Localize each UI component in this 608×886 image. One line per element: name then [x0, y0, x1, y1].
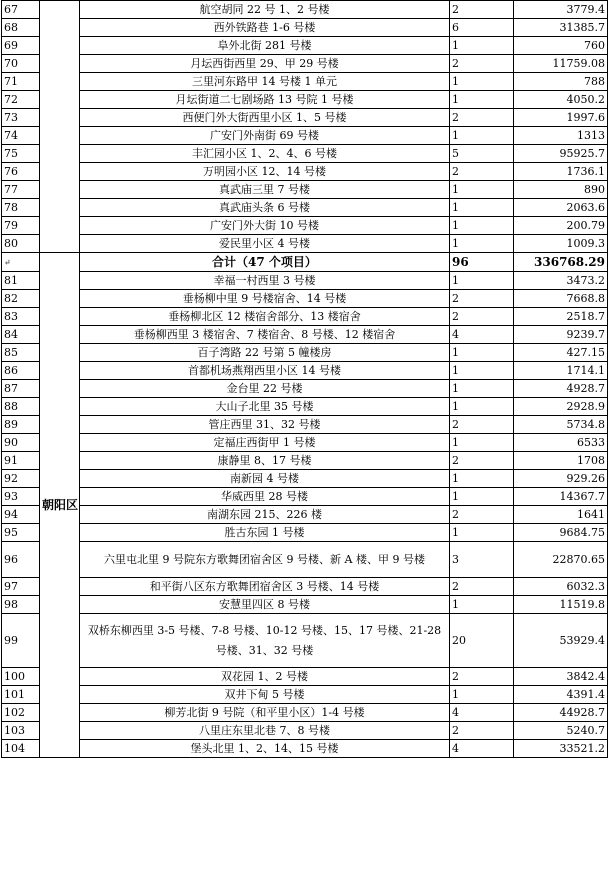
project-name: 堡头北里 1、2、14、15 号楼 [80, 740, 450, 758]
building-count: 6 [450, 19, 514, 37]
total-row [2, 253, 608, 272]
building-count: 1 [450, 524, 514, 542]
table-row [2, 542, 608, 578]
row-number: 74 [2, 127, 40, 145]
project-name: 双花园 1、2 号楼 [80, 668, 450, 686]
building-count: 1 [450, 362, 514, 380]
floor-area: 427.15 [514, 344, 608, 362]
row-number: 98 [2, 596, 40, 614]
building-count: 1 [450, 235, 514, 253]
building-count: 4 [450, 326, 514, 344]
floor-area: 1714.1 [514, 362, 608, 380]
table-row [2, 614, 608, 668]
row-number: 90 [2, 434, 40, 452]
floor-area: 3473.2 [514, 272, 608, 290]
building-count: 2 [450, 308, 514, 326]
building-count: 1 [450, 181, 514, 199]
project-name: 康静里 8、17 号楼 [80, 452, 450, 470]
project-name: 双井下甸 5 号楼 [80, 686, 450, 704]
building-count: 2 [450, 578, 514, 596]
row-number: 86 [2, 362, 40, 380]
building-count: 1 [450, 434, 514, 452]
building-count: 2 [450, 416, 514, 434]
building-count: 2 [450, 1, 514, 19]
project-name: 垂杨柳中里 9 号楼宿舍、14 号楼 [80, 290, 450, 308]
building-count: 3 [450, 542, 514, 578]
floor-area: 200.79 [514, 217, 608, 235]
row-number: 69 [2, 37, 40, 55]
project-name: 六里屯北里 9 号院东方歌舞团宿舍区 9 号楼、新 A 楼、甲 9 号楼 [80, 542, 450, 578]
project-name: 爱民里小区 4 号楼 [80, 235, 450, 253]
building-count: 1 [450, 37, 514, 55]
floor-area: 4391.4 [514, 686, 608, 704]
row-number: 95 [2, 524, 40, 542]
floor-area: 1009.3 [514, 235, 608, 253]
row-number: 102 [2, 704, 40, 722]
table-body [2, 1, 608, 758]
row-number: 73 [2, 109, 40, 127]
building-count: 4 [450, 740, 514, 758]
table-row [2, 109, 608, 127]
table-row [2, 578, 608, 596]
floor-area: 7668.8 [514, 290, 608, 308]
row-number: 87 [2, 380, 40, 398]
row-number: 96 [2, 542, 40, 578]
building-count: 1 [450, 380, 514, 398]
floor-area: 53929.4 [514, 614, 608, 668]
table-row [2, 73, 608, 91]
floor-area: 11759.08 [514, 55, 608, 73]
table-row [2, 704, 608, 722]
project-name: 广安门外南街 69 号楼 [80, 127, 450, 145]
project-name: 胜古东园 1 号楼 [80, 524, 450, 542]
table-row [2, 326, 608, 344]
table-row [2, 524, 608, 542]
row-number: 79 [2, 217, 40, 235]
project-name: 月坛街道二七剧场路 13 号院 1 号楼 [80, 91, 450, 109]
building-count: 1 [450, 73, 514, 91]
building-count: 1 [450, 199, 514, 217]
project-name: 西便门外大街西里小区 1、5 号楼 [80, 109, 450, 127]
row-number: 76 [2, 163, 40, 181]
row-number: 68 [2, 19, 40, 37]
floor-area: 4050.2 [514, 91, 608, 109]
total-label: 合计（47 个项目） [80, 253, 450, 272]
table-row [2, 217, 608, 235]
floor-area: 890 [514, 181, 608, 199]
table-row [2, 1, 608, 19]
project-name: 三里河东路甲 14 号楼 1 单元 [80, 73, 450, 91]
row-number: 97 [2, 578, 40, 596]
floor-area: 1641 [514, 506, 608, 524]
district-cell [40, 1, 80, 253]
project-name: 阜外北街 281 号楼 [80, 37, 450, 55]
table-row [2, 199, 608, 217]
row-number: 72 [2, 91, 40, 109]
row-number: 85 [2, 344, 40, 362]
floor-area: 1708 [514, 452, 608, 470]
project-name: 南新园 4 号楼 [80, 470, 450, 488]
floor-area: 5240.7 [514, 722, 608, 740]
table-row [2, 37, 608, 55]
project-name: 月坛西街西里 29、甲 29 号楼 [80, 55, 450, 73]
table-row [2, 470, 608, 488]
row-number: 77 [2, 181, 40, 199]
building-count: 2 [450, 722, 514, 740]
paragraph-mark: ↵ [4, 257, 11, 267]
floor-area: 1997.6 [514, 109, 608, 127]
floor-area: 31385.7 [514, 19, 608, 37]
project-name: 金台里 22 号楼 [80, 380, 450, 398]
table-row [2, 163, 608, 181]
project-name: 幸福一村西里 3 号楼 [80, 272, 450, 290]
row-number: 84 [2, 326, 40, 344]
row-number: 81 [2, 272, 40, 290]
floor-area: 5734.8 [514, 416, 608, 434]
total-count: 96 [450, 253, 514, 272]
table-row [2, 308, 608, 326]
project-name: 垂杨柳北区 12 楼宿舍部分、13 楼宿舍 [80, 308, 450, 326]
building-count: 20 [450, 614, 514, 668]
building-count: 1 [450, 344, 514, 362]
table-row [2, 668, 608, 686]
project-name: 首都机场燕翔西里小区 14 号楼 [80, 362, 450, 380]
floor-area: 11519.8 [514, 596, 608, 614]
building-count: 1 [450, 596, 514, 614]
floor-area: 3842.4 [514, 668, 608, 686]
floor-area: 33521.2 [514, 740, 608, 758]
building-count: 1 [450, 91, 514, 109]
total-number-cell [2, 253, 40, 272]
row-number: 70 [2, 55, 40, 73]
project-name: 安慧里四区 8 号楼 [80, 596, 450, 614]
district-cell-chaoyang: 朝阳区 [40, 253, 80, 758]
project-name: 八里庄东里北巷 7、8 号楼 [80, 722, 450, 740]
building-count: 2 [450, 506, 514, 524]
table-row [2, 272, 608, 290]
table-row [2, 740, 608, 758]
row-number: 103 [2, 722, 40, 740]
table-row [2, 686, 608, 704]
floor-area: 929.26 [514, 470, 608, 488]
project-name: 真武庙三里 7 号楼 [80, 181, 450, 199]
floor-area: 44928.7 [514, 704, 608, 722]
project-name: 垂杨柳西里 3 楼宿舍、7 楼宿舍、8 号楼、12 楼宿舍 [80, 326, 450, 344]
floor-area: 14367.7 [514, 488, 608, 506]
table-row [2, 145, 608, 163]
project-name: 南湖东园 215、226 楼 [80, 506, 450, 524]
table-row [2, 416, 608, 434]
table-row [2, 722, 608, 740]
table-row [2, 596, 608, 614]
table-row [2, 434, 608, 452]
row-number: 82 [2, 290, 40, 308]
building-count: 2 [450, 163, 514, 181]
project-name: 柳芳北街 9 号院（和平里小区）1-4 号楼 [80, 704, 450, 722]
row-number: 93 [2, 488, 40, 506]
table-row [2, 344, 608, 362]
project-name: 管庄西里 31、32 号楼 [80, 416, 450, 434]
table-row [2, 181, 608, 199]
project-name: 百子湾路 22 号第 5 幢楼房 [80, 344, 450, 362]
row-number: 71 [2, 73, 40, 91]
row-number: 67 [2, 1, 40, 19]
project-name: 双桥东柳西里 3-5 号楼、7-8 号楼、10-12 号楼、15、17 号楼、21-28 号楼、31、32 号楼 [80, 614, 450, 668]
floor-area: 6533 [514, 434, 608, 452]
row-number: 80 [2, 235, 40, 253]
floor-area: 3779.4 [514, 1, 608, 19]
table-row [2, 19, 608, 37]
project-name: 航空胡同 22 号 1、2 号楼 [80, 1, 450, 19]
table-row [2, 452, 608, 470]
table-row [2, 91, 608, 109]
building-count: 1 [450, 127, 514, 145]
table-row [2, 488, 608, 506]
row-number: 89 [2, 416, 40, 434]
row-number: 91 [2, 452, 40, 470]
floor-area: 788 [514, 73, 608, 91]
table-row [2, 290, 608, 308]
project-name: 西外铁路巷 1-6 号楼 [80, 19, 450, 37]
total-area: 336768.29 [514, 253, 608, 272]
table-row [2, 235, 608, 253]
row-number: 101 [2, 686, 40, 704]
building-count: 1 [450, 686, 514, 704]
row-number: 78 [2, 199, 40, 217]
floor-area: 2518.7 [514, 308, 608, 326]
row-number: 94 [2, 506, 40, 524]
building-count: 5 [450, 145, 514, 163]
row-number: 88 [2, 398, 40, 416]
building-count: 2 [450, 55, 514, 73]
floor-area: 9684.75 [514, 524, 608, 542]
project-name: 定福庄西街甲 1 号楼 [80, 434, 450, 452]
project-name: 和平街八区东方歌舞团宿舍区 3 号楼、14 号楼 [80, 578, 450, 596]
row-number: 75 [2, 145, 40, 163]
table-row [2, 398, 608, 416]
row-number: 100 [2, 668, 40, 686]
floor-area: 760 [514, 37, 608, 55]
project-name: 真武庙头条 6 号楼 [80, 199, 450, 217]
project-name: 大山子北里 35 号楼 [80, 398, 450, 416]
project-name: 丰汇园小区 1、2、4、6 号楼 [80, 145, 450, 163]
building-count: 1 [450, 488, 514, 506]
row-number: 99 [2, 614, 40, 668]
row-number: 92 [2, 470, 40, 488]
table-row [2, 380, 608, 398]
building-count: 1 [450, 272, 514, 290]
building-count: 4 [450, 704, 514, 722]
floor-area: 2063.6 [514, 199, 608, 217]
row-number: 104 [2, 740, 40, 758]
table-row [2, 127, 608, 145]
floor-area: 6032.3 [514, 578, 608, 596]
building-count: 1 [450, 398, 514, 416]
table-row [2, 55, 608, 73]
table-row [2, 506, 608, 524]
building-count: 1 [450, 470, 514, 488]
project-name: 广安门外大街 10 号楼 [80, 217, 450, 235]
floor-area: 2928.9 [514, 398, 608, 416]
housing-table [1, 0, 608, 758]
project-name: 华威西里 28 号楼 [80, 488, 450, 506]
building-count: 2 [450, 452, 514, 470]
floor-area: 9239.7 [514, 326, 608, 344]
floor-area: 4928.7 [514, 380, 608, 398]
floor-area: 95925.7 [514, 145, 608, 163]
building-count: 1 [450, 217, 514, 235]
floor-area: 1736.1 [514, 163, 608, 181]
floor-area: 22870.65 [514, 542, 608, 578]
table-row [2, 362, 608, 380]
building-count: 2 [450, 290, 514, 308]
building-count: 2 [450, 109, 514, 127]
project-name: 万明园小区 12、14 号楼 [80, 163, 450, 181]
building-count: 2 [450, 668, 514, 686]
row-number: 83 [2, 308, 40, 326]
floor-area: 1313 [514, 127, 608, 145]
